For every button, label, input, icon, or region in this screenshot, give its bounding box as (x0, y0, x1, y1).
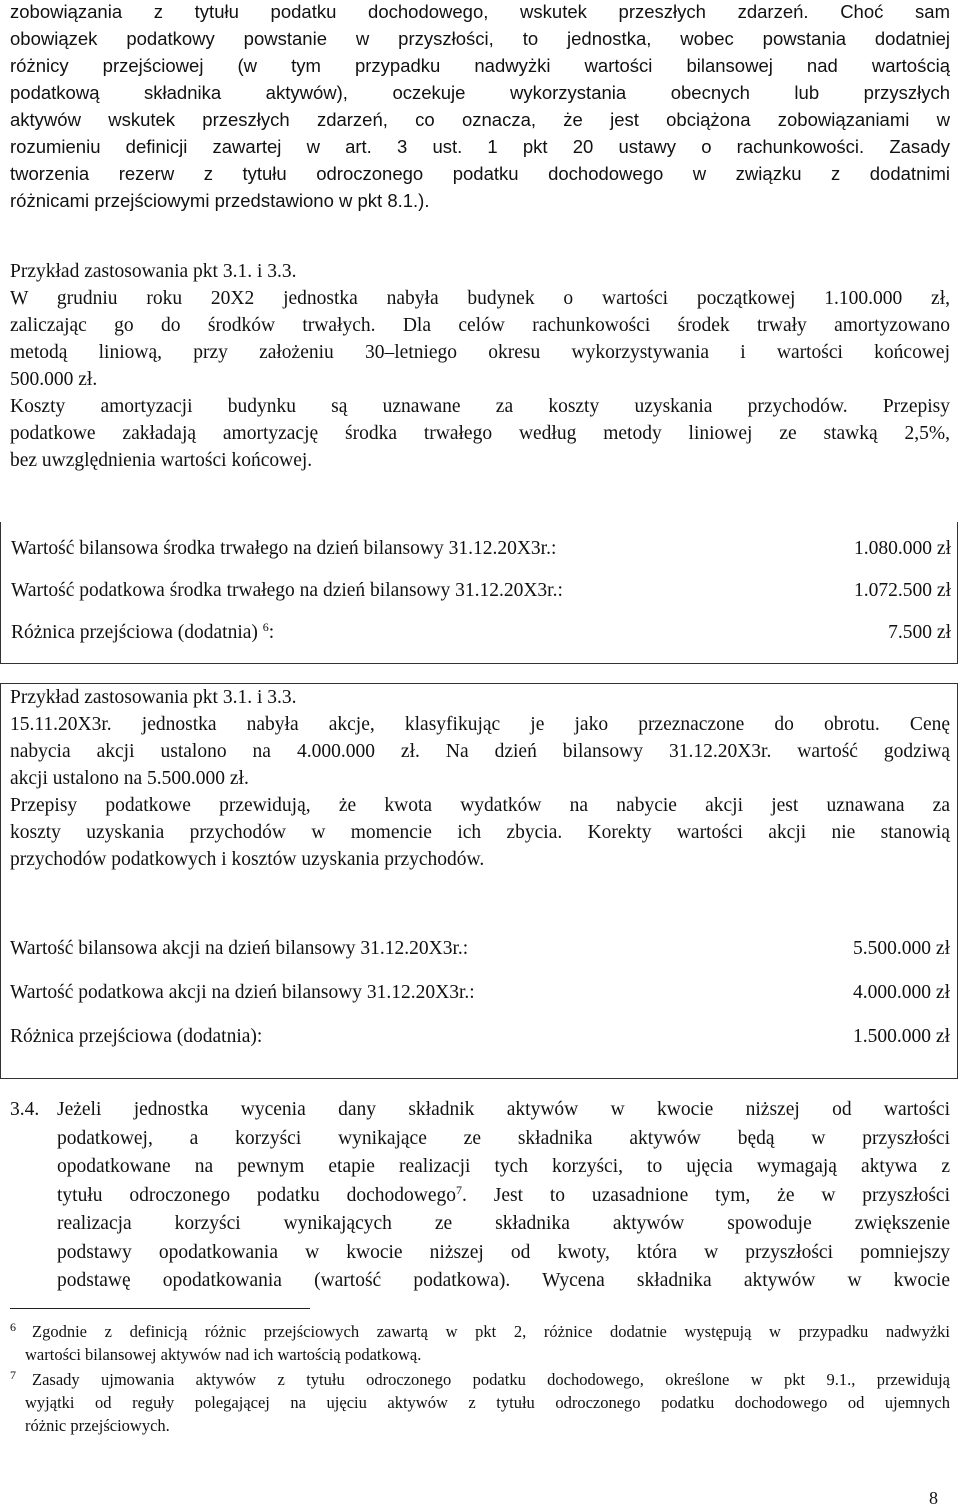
text-line: przychodów podatkowych i kosztów uzyskania przychodów. (10, 849, 485, 870)
summary-value: 5.500.000 zł (853, 938, 950, 959)
footnote-line: różnic przejściowych. (25, 1416, 170, 1435)
summary-row (11, 618, 951, 648)
text-line: podatkowej, a korzyści wynikające ze składnika aktywów będą w przyszłości (57, 1127, 950, 1149)
text-line: 15.11.20X3r. jednostka nabyła akcje, klasyfikując je jako przeznaczone do obrotu. Cenę (10, 714, 950, 735)
text-line: realizacja korzyści wynikających ze składnika aktywów spowoduje zwiększenie (57, 1213, 950, 1234)
text-line: opodatkowane na pewnym etapie realizacji tych korzyści, to ujęcia wymagają aktywa z (57, 1156, 950, 1177)
summary-label: Wartość podatkowa akcji na dzień bilansowy 31.12.20X3r.: (10, 982, 475, 1003)
text-line: Przepisy podatkowe przewidują, że kwota wydatków na nabycie akcji jest uznawana za (10, 795, 950, 816)
summary-label: Wartość podatkowa środka trwałego na dzień bilansowy 31.12.20X3r.: (11, 580, 563, 601)
summary-label: Różnica przejściowa (dodatnia): (10, 1026, 263, 1047)
text-line: zaliczając go do środków trwałych. Dla celów rachunkowości środek trwały amortyzowano (10, 315, 950, 336)
footnote-7 (10, 1368, 950, 1437)
text-line: tworzenia rezerw z tytułu odroczonego podatku dochodowego w związku z dodatnimi (10, 163, 950, 184)
summary-row (10, 978, 950, 1008)
text-line: podstawy opodatkowania w kwocie niższej od kwoty, która w przyszłości pomniejszy (57, 1241, 950, 1263)
footnote-number: 7 (10, 1368, 16, 1382)
text-line: nabycia akcji ustalono na 4.000.000 zł. Na dzień bilansowy 31.12.20X3r. wartość godziwą (10, 741, 950, 762)
summary-value: 1.080.000 zł (854, 538, 951, 559)
text-line: Jeżeli jednostka wycenia dany składnik aktywów w kwocie niższej od wartości (57, 1099, 950, 1120)
text-line: różnicy przejściowej (w tym przypadku nadwyżki wartości bilansowej nad wartością (10, 55, 950, 76)
example-heading: Przykład zastosowania pkt 3.1. i 3.3. (10, 687, 297, 708)
text-line: tytułu odroczonego podatku dochodowego$^7$. Jest to uzasadnione tym, że w przyszłości (57, 1182, 950, 1206)
footnote-number: 6 (10, 1320, 16, 1334)
example-2 (10, 684, 950, 873)
footnote-separator (10, 1308, 310, 1309)
page-number: 8 (929, 1488, 938, 1508)
text-line: aktywów wskutek przeszłych zdarzeń, co oznacza, że jest obciążona zobowiązaniami w (10, 109, 950, 130)
summary-label: Różnica przejściowa (dodatnia) $^6$: (11, 620, 275, 643)
footnote-ref: 6 (262, 620, 269, 634)
text-line: koszty uzyskania przychodów w momencie ich zbycia. Korekty wartości akcji nie stanowią (10, 822, 950, 843)
text-line: 500.000 zł. (10, 369, 98, 390)
example-1 (10, 258, 950, 474)
summary-row (11, 534, 951, 564)
intro-paragraph (10, 0, 950, 214)
summary-row (10, 934, 950, 964)
text-line: różnicami przejściowymi przedstawiono w pkt 8.1.). (10, 190, 430, 211)
summary-value: 1.072.500 zł (854, 580, 951, 601)
footnote-line: wartości bilansowej aktywów nad ich wartością podatkową. (25, 1345, 422, 1364)
text-line: metodą liniową, przy założeniu 30–letniego okresu wykorzystywania i wartości końcowej (10, 342, 950, 363)
footnote-6 (10, 1320, 950, 1366)
summary-value: 4.000.000 zł (853, 982, 950, 1003)
text-line: W grudniu roku 20X2 jednostka nabyła budynek o wartości początkowej 1.100.000 zł, (10, 288, 950, 309)
section-3-4 (10, 1096, 950, 1296)
text-line: podatkową składnika aktywów), oczekuje wykorzystania obecnych lub przyszłych (10, 82, 950, 103)
section-number: 3.4. (10, 1099, 40, 1120)
text-line: rozumieniu definicji zawartej w art. 3 ust. 1 pkt 20 ustawy o rachunkowości. Zasady (10, 136, 950, 157)
summary-label: Wartość bilansowa akcji na dzień bilansowy 31.12.20X3r.: (10, 938, 469, 959)
summary-label: Wartość bilansowa środka trwałego na dzień bilansowy 31.12.20X3r.: (11, 538, 557, 559)
text-line: Koszty amortyzacji budynku są uznawane za koszty uzyskania przychodów. Przepisy (10, 396, 950, 417)
summary-row (10, 1022, 950, 1052)
text-line: podstawę opodatkowania (wartość podatkowa). Wycena składnika aktywów w kwocie (57, 1270, 950, 1291)
footnote-line: Zasady ujmowania aktywów z tytułu odroczonego podatku dochodowego, określone w pkt 9.1., przewidują (32, 1370, 950, 1389)
summary-value: 1.500.000 zł (853, 1026, 950, 1047)
example-1-summary-box (0, 522, 958, 664)
text-line: zobowiązania z tytułu podatku dochodowego, wskutek przeszłych zdarzeń. Choć sam (10, 1, 950, 22)
text-line: obowiązek podatkowy powstanie w przyszłości, to jednostka, wobec powstania dodatniej (10, 28, 950, 49)
summary-row (11, 576, 951, 606)
example-heading: Przykład zastosowania pkt 3.1. i 3.3. (10, 261, 297, 282)
footnote-ref: 7 (456, 1182, 462, 1197)
text-line: podatkowe zakładają amortyzację środka trwałego według metody liniowej ze stawką 2,5%, (10, 423, 950, 444)
text-line: akcji ustalono na 5.500.000 zł. (10, 768, 249, 789)
summary-value: 7.500 zł (888, 622, 951, 643)
footnote-line: Zgodnie z definicją różnic przejściowych zawartą w pkt 2, różnice dodatnie występują w przypadku nadwyżki (32, 1322, 950, 1341)
footnote-line: wyjątki od reguły polegającej na ujęciu aktywów z tytułu odroczonego podatku dochodowego od ujemnych (25, 1393, 950, 1412)
text-line: bez uwzględnienia wartości końcowej. (10, 450, 313, 471)
